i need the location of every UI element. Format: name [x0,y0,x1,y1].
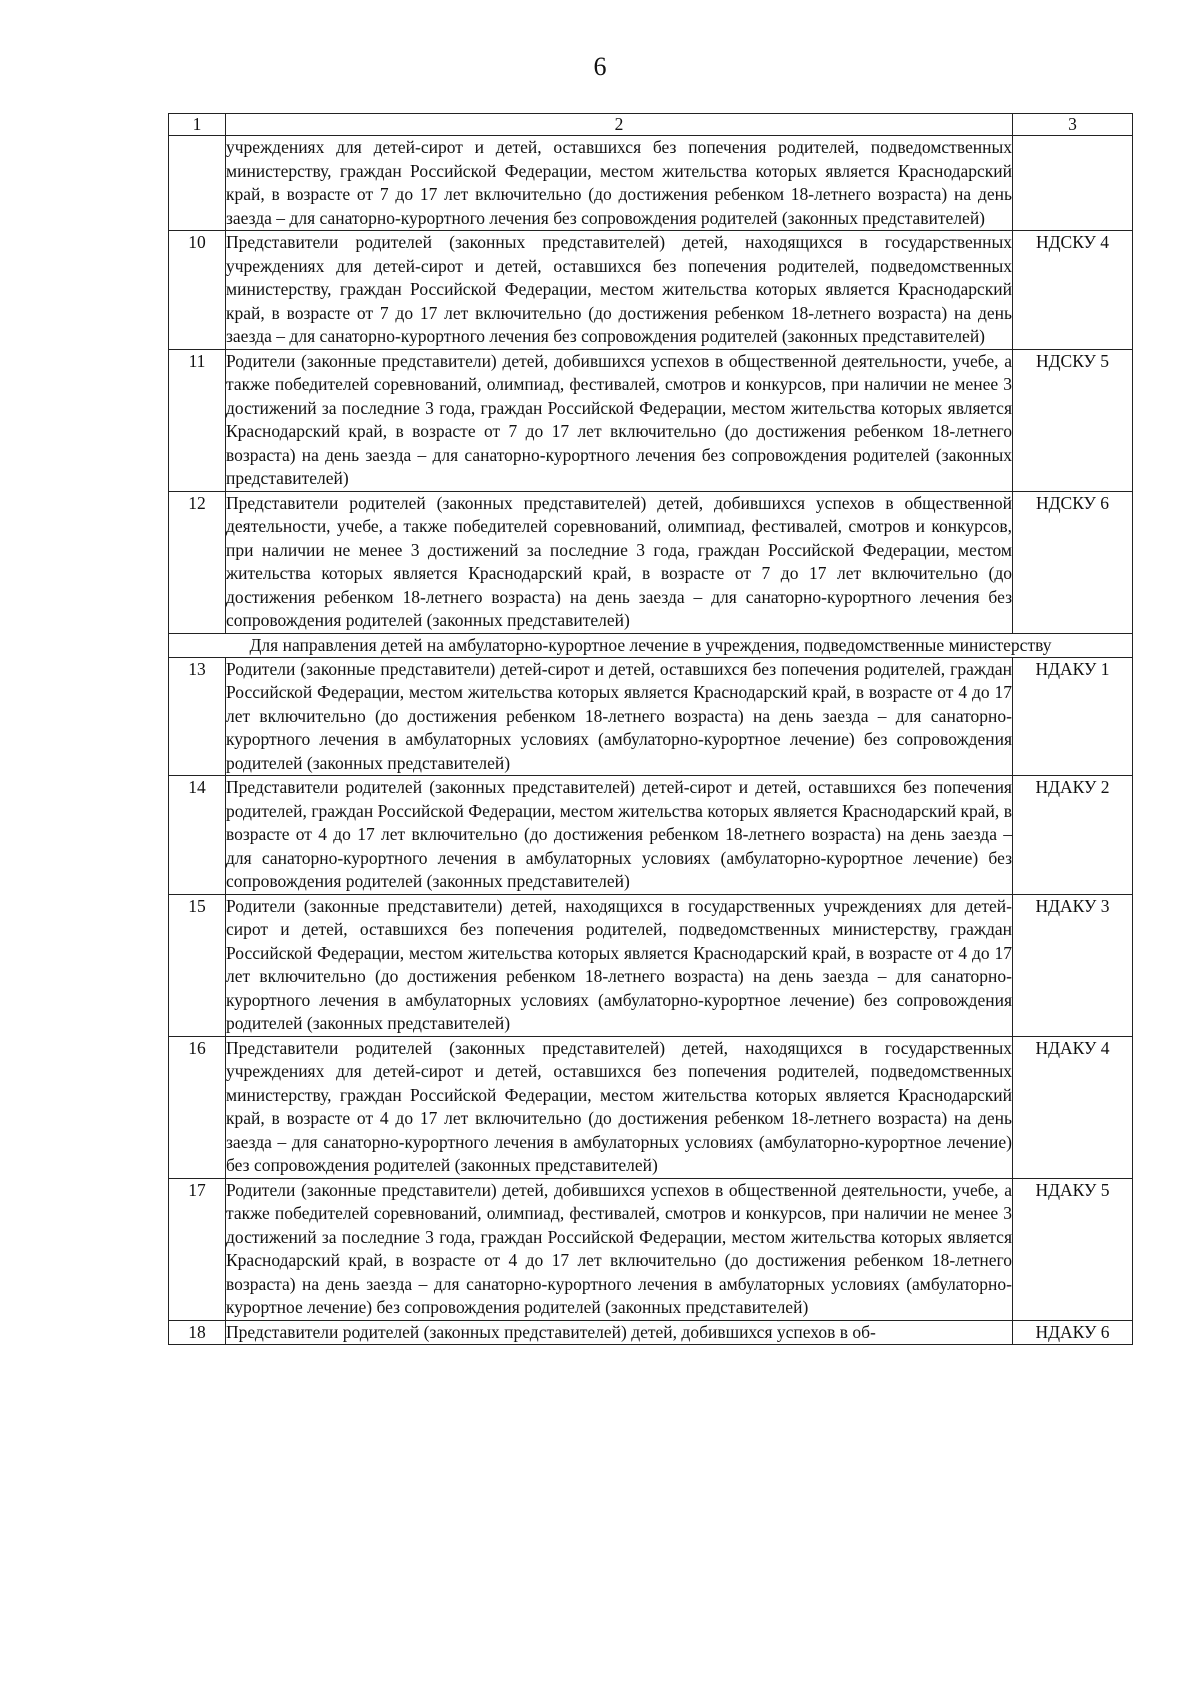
table-row [169,1320,1133,1345]
table-row [169,231,1133,350]
row-code: НДСКУ 5 [1013,349,1133,491]
section-title: Для направления детей на амбулаторно-курортное лечение в учреждения, подведомственные министерству [169,633,1133,657]
row-description: Представители родителей (законных представителей) детей, находящихся в государственных учреждениях для детей-сирот и детей, оставшихся без попечения родителей, подведомственных министерству, граждан Российской Федерации, местом жительства которых является Краснодарский край, в возрасте от 4 до 17 лет включительно (до достижения ребенком 18-летнего возраста) на день заезда – для санаторно-курортного лечения в амбулаторных условиях (амбулаторно-курортное лечение) без сопровождения родителей (законных представителей) [226,1036,1013,1178]
row-number: 15 [169,894,226,1036]
table-row [169,491,1133,633]
table-row [169,657,1133,776]
row-number: 12 [169,491,226,633]
row-code: НДАКУ 1 [1013,657,1133,776]
row-code: НДАКУ 2 [1013,776,1133,895]
row-description: Представители родителей (законных представителей) детей-сирот и детей, оставшихся без попечения родителей, граждан Российской Федерации, местом жительства которых является Краснодарский край, в возрасте от 4 до 17 лет включительно (до достижения ребенком 18-летнего возраста) на день заезда – для санаторно-курортного лечения в амбулаторных условиях (амбулаторно-курортное лечение) без сопровождения родителей (законных представителей) [226,776,1013,895]
row-description: Родители (законные представители) детей, добившихся успехов в общественной деятельности, учебе, а также победителей соревнований, олимпиад, фестивалей, смотров и конкурсов, при наличии не менее 3 достижений за последние 3 года, граждан Российской Федерации, местом жительства которых является Краснодарский край, в возрасте от 7 до 17 лет включительно (до достижения ребенком 18-летнего возраста) на день заезда – для санаторно-курортного лечения без сопровождения родителей (законных представителей) [226,349,1013,491]
table-row [169,1036,1133,1178]
table-row [169,894,1133,1036]
row-description: Родители (законные представители) детей-сирот и детей, оставшихся без попечения родителей, граждан Российской Федерации, местом жительства которых является Краснодарский край, в возрасте от 4 до 17 лет включительно (до достижения ребенком 18-летнего возраста) на день заезда – для санаторно-курортного лечения в амбулаторных условиях (амбулаторно-курортное лечение) без сопровождения родителей (законных представителей) [226,657,1013,776]
page-number: 6 [593,52,607,81]
header-col-1: 1 [169,114,226,136]
table-row [169,776,1133,895]
row-description: Представители родителей (законных представителей) детей, добившихся успехов в об- [226,1320,1013,1345]
row-code: НДАКУ 3 [1013,894,1133,1036]
table-row [169,349,1133,491]
row-number: 11 [169,349,226,491]
row-number: 18 [169,1320,226,1345]
header-col-2: 2 [226,114,1013,136]
row-number: 13 [169,657,226,776]
row-number: 10 [169,231,226,350]
row-description: Родители (законные представители) детей, находящихся в государственных учреждениях для детей-сирот и детей, оставшихся без попечения родителей, подведомственных министерству, граждан Российской Федерации, местом жительства которых является Краснодарский край, в возрасте от 4 до 17 лет включительно (до достижения ребенком 18-летнего возраста) на день заезда – для санаторно-курортного лечения в амбулаторных условиях (амбулаторно-курортное лечение) без сопровождения родителей (законных представителей) [226,894,1013,1036]
table-row [169,1178,1133,1320]
row-description: Родители (законные представители) детей, добившихся успехов в общественной деятельности, учебе, а также победителей соревнований, олимпиад, фестивалей, смотров и конкурсов, при наличии не менее 3 достижений за последние 3 года, граждан Российской Федерации, местом жительства которых является Краснодарский край, в возрасте от 4 до 17 лет включительно (до достижения ребенком 18-летнего возраста) на день заезда – для санаторно-курортного лечения в амбулаторных условиях (амбулаторно-курортное лечение) без сопровождения родителей (законных представителей) [226,1178,1013,1320]
row-number: 14 [169,776,226,895]
section-row [169,633,1133,657]
table-row [169,136,1133,231]
row-number: 17 [169,1178,226,1320]
row-code: НДАКУ 6 [1013,1320,1133,1345]
row-description: учреждениях для детей-сирот и детей, оставшихся без попечения родителей, подведомственных министерству, граждан Российской Федерации, местом жительства которых является Краснодарский край, в возрасте от 7 до 17 лет включительно (до достижения ребенком 18-летнего возраста) на день заезда – для санаторно-курортного лечения без сопровождения родителей (законных представителей) [226,136,1013,231]
row-description: Представители родителей (законных представителей) детей, добившихся успехов в общественной деятельности, учебе, а также победителей соревнований, олимпиад, фестивалей, смотров и конкурсов, при наличии не менее 3 достижений за последние 3 года, граждан Российской Федерации, местом жительства которых является Краснодарский край, в возрасте от 7 до 17 лет включительно (до достижения ребенком 18-летнего возраста) на день заезда – для санаторно-курортного лечения без сопровождения родителей (законных представителей) [226,491,1013,633]
eligibility-table [168,113,1133,1345]
table-header-row [169,114,1133,136]
row-number [169,136,226,231]
row-number: 16 [169,1036,226,1178]
row-code: НДАКУ 5 [1013,1178,1133,1320]
header-col-3: 3 [1013,114,1133,136]
row-code [1013,136,1133,231]
row-code: НДАКУ 4 [1013,1036,1133,1178]
row-code: НДСКУ 4 [1013,231,1133,350]
row-code: НДСКУ 6 [1013,491,1133,633]
row-description: Представители родителей (законных представителей) детей, находящихся в государственных учреждениях для детей-сирот и детей, оставшихся без попечения родителей, подведомственных министерству, граждан Российской Федерации, местом жительства которых является Краснодарский край, в возрасте от 7 до 17 лет включительно (до достижения ребенком 18-летнего возраста) на день заезда – для санаторно-курортного лечения без сопровождения родителей (законных представителей) [226,231,1013,350]
